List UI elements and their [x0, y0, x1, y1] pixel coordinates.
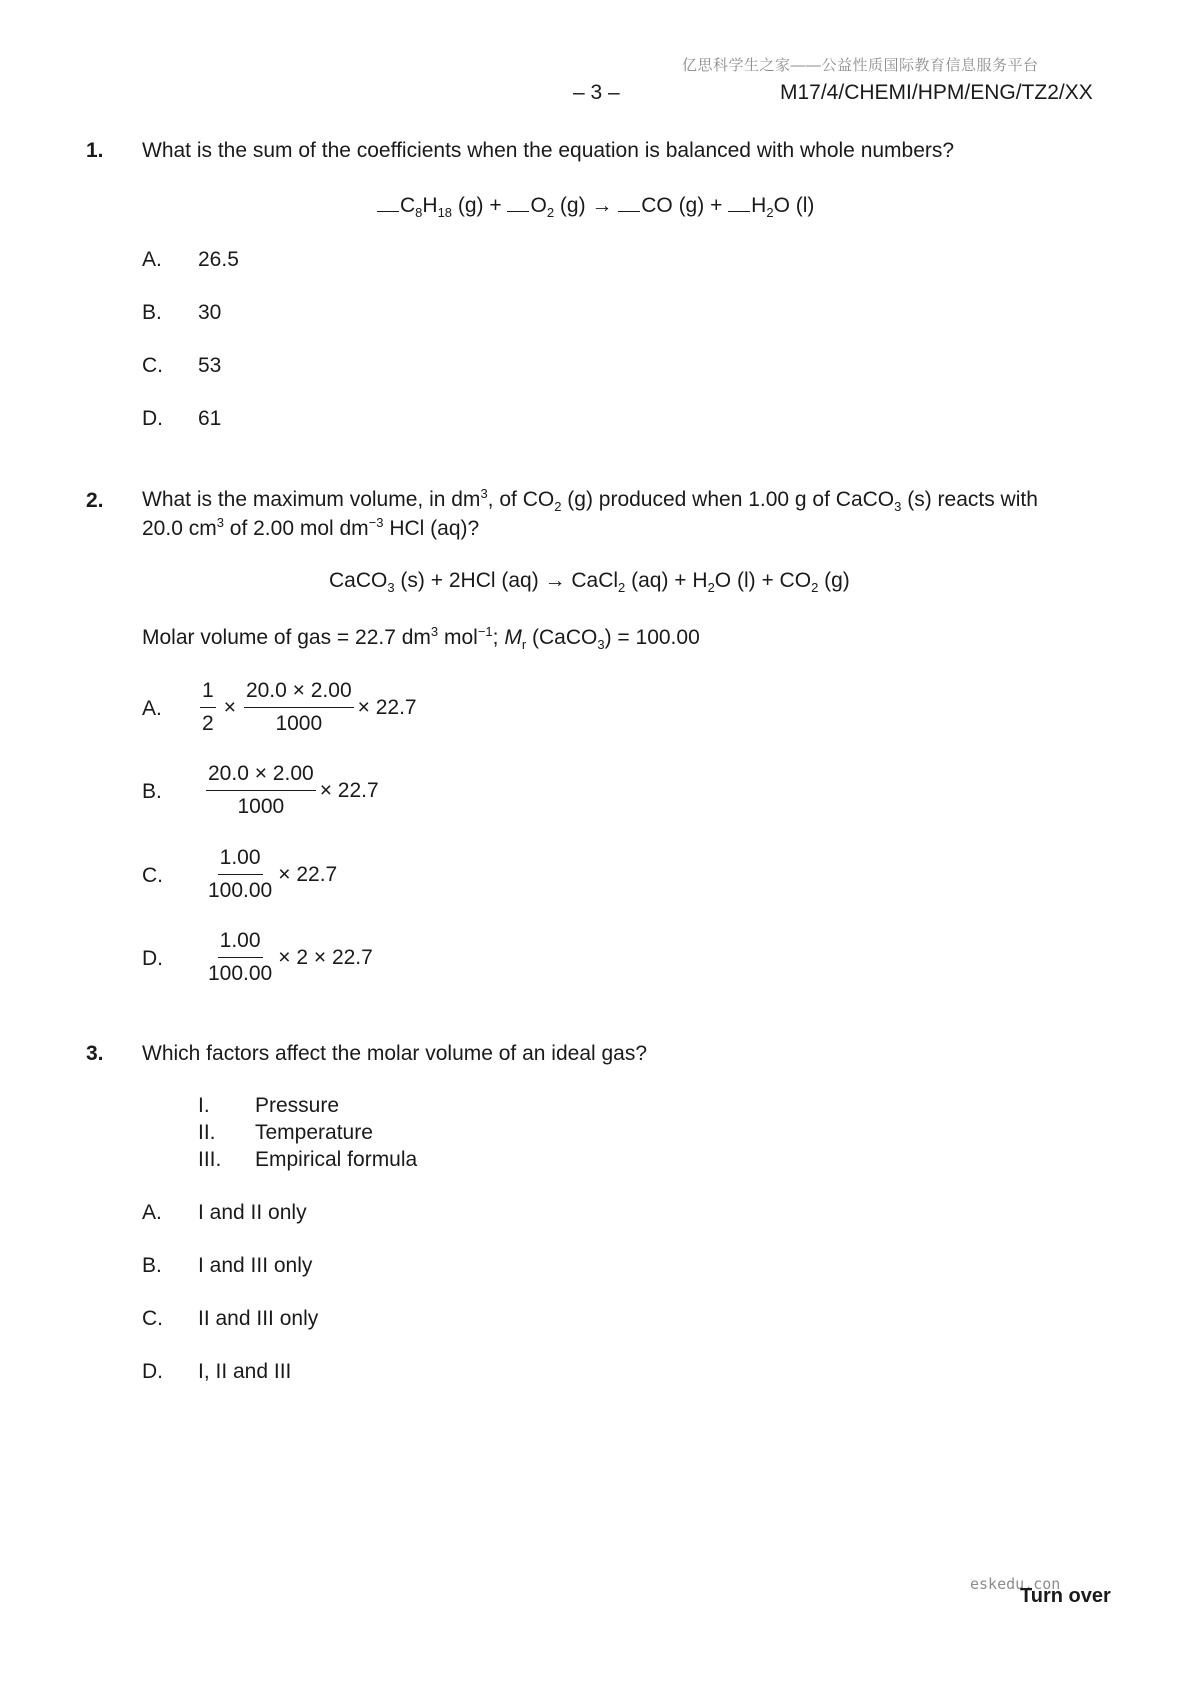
q1-option-a[interactable]: 26.5	[198, 248, 239, 271]
question-2-stem: What is the maximum volume, in $dm^3$, of $CO_2$ (g) produced when 1.00 g of CaCO$_3$ (s) reacts with 20.0 $cm^3$ of 2.00 mol $dm^{-3}$ HCl (aq)?	[142, 486, 1038, 540]
turn-over-label: Turn over	[1020, 1585, 1111, 1607]
paper-code: M17/4/CHEMI/HPM/ENG/TZ2/XX	[780, 81, 1093, 104]
q1-option-b-letter: B.	[142, 301, 162, 324]
q3-list-text-3: Empirical formula	[255, 1148, 418, 1171]
q1-option-d-letter: D.	[142, 407, 163, 430]
q2-option-c[interactable]: $\frac{1.00}{100.00}$ × 22.7	[208, 846, 338, 902]
q1-option-b[interactable]: 30	[198, 301, 222, 324]
question-3-stem: Which factors affect the molar volume of an ideal gas?	[142, 1042, 648, 1065]
q3-option-c-letter: C.	[142, 1307, 163, 1330]
site-watermark: eskedu.con	[970, 1575, 1061, 1593]
q2-option-b[interactable]: $\frac{20.0 \times 2.00}{1000}$ × 22.7	[208, 762, 379, 818]
q2-option-d-letter: D.	[142, 947, 163, 970]
q3-list-numeral-1: I.	[198, 1094, 210, 1117]
question-2-equation: CaCO$_3$ (s) + 2HCl (aq) → CaCl$_2$ $(aq) + H_2O$ $(l) + CO_2$ (g)	[329, 569, 850, 596]
q1-option-c-letter: C.	[142, 354, 163, 377]
question-2-number: 2.	[86, 489, 104, 512]
question-1-number: 1.	[86, 139, 104, 162]
q1-option-a-letter: A.	[142, 248, 162, 271]
q2-option-d[interactable]: $\frac{1.00}{100.00}$ × 2 × 22.7	[208, 929, 373, 985]
q2-option-b-letter: B.	[142, 780, 162, 803]
q3-option-d[interactable]: I, II and III	[198, 1360, 292, 1383]
q3-list-text-1: Pressure	[255, 1094, 340, 1117]
q2-option-c-letter: C.	[142, 864, 163, 887]
q3-option-b[interactable]: I and III only	[198, 1254, 313, 1277]
q3-option-b-letter: B.	[142, 1254, 162, 1277]
page-number: – 3 –	[573, 81, 620, 104]
q3-option-a[interactable]: I and II only	[198, 1201, 307, 1224]
q3-option-c[interactable]: II and III only	[198, 1307, 319, 1330]
q2-option-a[interactable]: $\frac{1}{2}$ × $\frac{20.0 \times 2.00}{1000}$ × 22.7	[202, 679, 417, 735]
q3-list-numeral-2: II.	[198, 1121, 216, 1144]
q3-list-numeral-3: III.	[198, 1148, 222, 1171]
q3-list-text-2: Temperature	[255, 1121, 373, 1144]
q1-option-c[interactable]: 53	[198, 354, 222, 377]
q3-option-a-letter: A.	[142, 1201, 162, 1224]
watermark-text: 亿思科学生之家——公益性质国际教育信息服务平台	[682, 57, 1039, 74]
question-1-equation: $C_8H_{18}$ $(g) + O_2$ (g) → CO $(g) + H_2O$ (l)	[377, 193, 814, 218]
q1-option-d[interactable]: 61	[198, 407, 222, 430]
q3-option-d-letter: D.	[142, 1360, 163, 1383]
question-3-number: 3.	[86, 1042, 104, 1065]
molar-volume-note: Molar volume of gas = 22.7 $dm^3$ mol$^{-1}$; $M_r$ (CaCO$_3$) = 100.00	[142, 624, 700, 653]
question-1-stem: What is the sum of the coefficients when the equation is balanced with whole numbers?	[142, 139, 955, 162]
q2-option-a-letter: A.	[142, 697, 162, 720]
